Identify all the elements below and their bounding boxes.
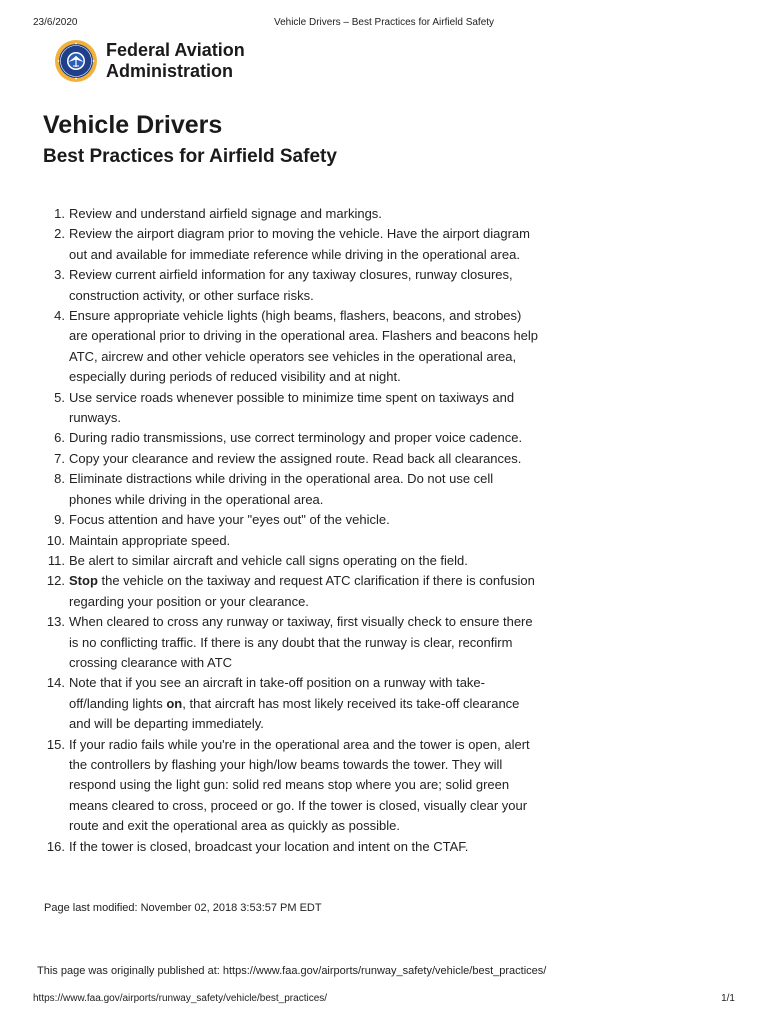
- agency-name-line-1: Federal Aviation: [106, 40, 245, 60]
- print-title: Vehicle Drivers – Best Practices for Airfield Safety: [273, 17, 495, 28]
- print-url: https://www.faa.gov/airports/runway_safety/vehicle/best_practices/: [33, 993, 328, 1004]
- emphasis-on: on: [166, 695, 183, 711]
- print-date: 23/6/2020: [33, 17, 78, 28]
- agency-name: [106, 40, 245, 82]
- list-item: Review and understand airfield signage and markings.: [69, 206, 382, 221]
- original-publication-note: This page was originally published at: https://www.faa.gov/airports/runway_safety/vehicle/best_practices/: [37, 965, 547, 977]
- page-subtitle: Best Practices for Airfield Safety: [43, 146, 337, 167]
- agency-logo[interactable]: [54, 38, 245, 84]
- list-item: Stop the vehicle on the taxiway and request ATC clarification if there is confusion regarding your position or your clearance.: [69, 573, 535, 609]
- best-practices-list: [69, 204, 539, 857]
- list-item: Be alert to similar aircraft and vehicle call signs operating on the field.: [69, 552, 468, 568]
- faa-seal-icon: [54, 39, 98, 83]
- list-item: Maintain appropriate speed.: [69, 532, 231, 548]
- list-item: Use service roads whenever possible to minimize time spent on taxiways and runways.: [69, 389, 515, 426]
- list-item: Ensure appropriate vehicle lights (high beams, flashers, beacons, and strobes) are operational prior to driving in the operational area. Flashers and beacons help ATC, aircrew and other vehicle operators see vehicles in the operational area, especially during periods of reduced visibility and at night.: [69, 308, 539, 385]
- page-title: Vehicle Drivers: [43, 111, 223, 139]
- last-modified: Page last modified: November 02, 2018 3:53:57 PM EDT: [44, 902, 322, 914]
- list-item: Note that if you see an aircraft in take-off position on a runway with take-off/landing lights on, that aircraft has most likely received its take-off clearance and will be departing immediately.: [69, 675, 520, 732]
- list-item: Copy your clearance and review the assigned route. Read back all clearances.: [69, 450, 522, 466]
- list-item: Review current airfield information for any taxiway closures, runway closures, construction activity, or other surface risks.: [69, 267, 513, 303]
- agency-name-line-2: Administration: [106, 61, 234, 81]
- list-item: Focus attention and have your "eyes out" of the vehicle.: [69, 512, 390, 528]
- page-number: 1/1: [721, 993, 735, 1004]
- list-item: Eliminate distractions while driving in the operational area. Do not use cell phones while driving in the operational area.: [69, 471, 494, 507]
- list-item: During radio transmissions, use correct terminology and proper voice cadence.: [69, 430, 523, 446]
- list-item: When cleared to cross any runway or taxiway, first visually check to ensure there is no conflicting traffic. If there is any doubt that the runway is clear, reconfirm crossing clearance with ATC: [69, 614, 533, 670]
- emphasis-stop: Stop: [69, 573, 98, 589]
- print-footer: [33, 993, 735, 1007]
- list-item: If your radio fails while you're in the operational area and the tower is open, alert the controllers by flashing your high/low beams towards the tower. They will respond using the light gun: solid red means stop where you are; solid green means cleared to cross, proceed or go. If the tower is closed, visually clear your route and exit the operational area as quickly as possible.: [69, 736, 530, 834]
- list-item: If the tower is closed, broadcast your location and intent on the CTAF.: [69, 838, 469, 854]
- print-header: [33, 17, 735, 31]
- list-item: Review the airport diagram prior to moving the vehicle. Have the airport diagram out and available for immediate reference while driving in the operational area.: [69, 226, 530, 262]
